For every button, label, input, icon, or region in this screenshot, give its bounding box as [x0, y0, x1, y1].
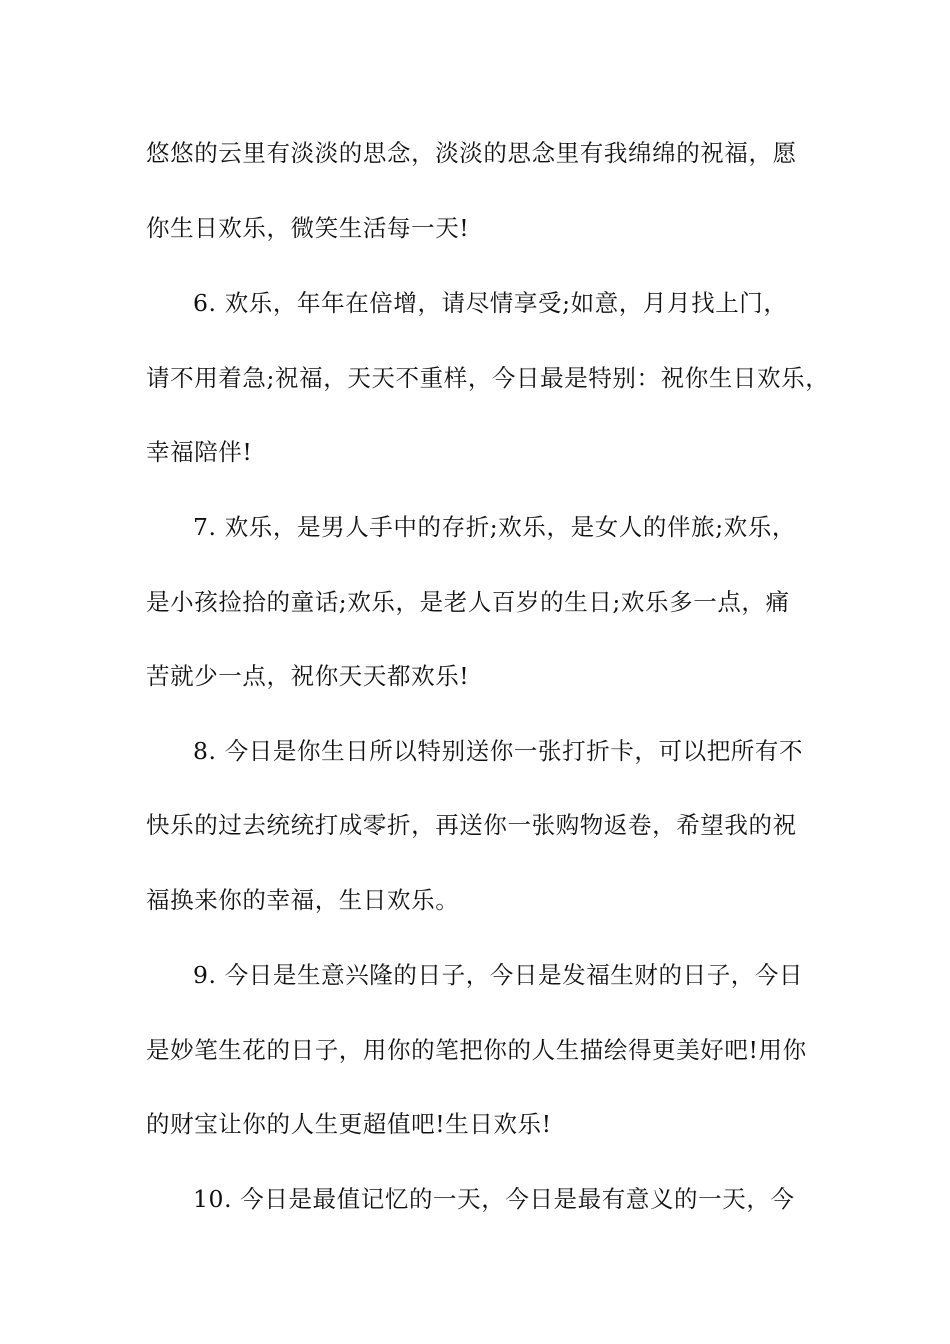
text-line: 福换来你的幸福，生日欢乐。	[146, 886, 460, 914]
text-line: 请不用着急;祝福，天天不重样，今日最是特别：祝你生日欢乐，	[146, 364, 830, 392]
text-line: 悠悠的云里有淡淡的思念，淡淡的思念里有我绵绵的祝福，愿	[146, 139, 797, 167]
text-line: 苦就少一点，祝你天天都欢乐!	[146, 662, 470, 690]
text-line: 是小孩捡拾的童话;欢乐，是老人百岁的生日;欢乐多一点，痛	[146, 588, 790, 616]
text-line: 是妙笔生花的日子，用你的笔把你的人生描绘得更美好吧!用你	[146, 1036, 807, 1064]
text-line: 6. 欢乐，年年在倍增，请尽情享受;如意，月月找上门，	[193, 289, 788, 317]
text-line: 的财宝让你的人生更超值吧!生日欢乐!	[146, 1110, 552, 1138]
text-line: 快乐的过去统统打成零折，再送你一张购物返卷，希望我的祝	[146, 811, 797, 839]
text-line: 幸福陪伴!	[146, 438, 253, 466]
text-line: 7. 欢乐，是男人手中的存折;欢乐，是女人的伴旅;欢乐，	[193, 513, 797, 541]
text-line: 10. 今日是最值记忆的一天，今日是最有意义的一天，今	[193, 1185, 795, 1213]
text-line: 9. 今日是生意兴隆的日子，今日是发福生财的日子，今日	[193, 961, 804, 989]
text-line: 8. 今日是你生日所以特别送你一张打折卡，可以把所有不	[193, 737, 804, 765]
text-line: 你生日欢乐，微笑生活每一天!	[146, 214, 470, 242]
